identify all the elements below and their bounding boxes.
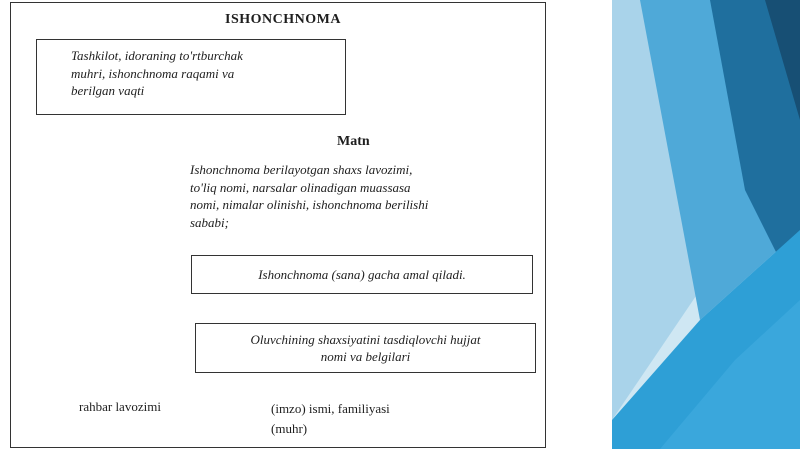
stamp-line: muhri, ishonchnoma raqami va xyxy=(71,65,235,81)
recipient-line: Oluvchining shaxsiyatini tasdiqlovchi hujjat xyxy=(250,332,481,347)
recipient-line: nomi va belgilari xyxy=(320,349,411,364)
body-line: Ishonchnoma berilayotgan shaxs lavozimi, xyxy=(190,162,413,177)
stamp-line: Tashkilot, idoraning to'rtburchak xyxy=(71,48,243,63)
manager-position-label: rahbar lavozimi xyxy=(79,399,161,414)
signature-name-label: (imzo) ismi, familiyasi xyxy=(271,401,390,416)
stamp-line: berilgan vaqti xyxy=(71,83,145,98)
section-heading: Matn xyxy=(337,134,370,149)
document-title: ISHONCHNOMA xyxy=(225,12,341,27)
body-line: sababi; xyxy=(190,214,229,230)
body-line: to'liq nomi, narsalar olinadigan muassasa xyxy=(190,179,411,195)
body-line: nomi, nimalar olinishi, ishonchnoma berilishi xyxy=(190,197,429,212)
seal-label: (muhr) xyxy=(271,421,308,436)
validity-text: Ishonchnoma (sana) gacha amal qiladi. xyxy=(258,266,466,282)
